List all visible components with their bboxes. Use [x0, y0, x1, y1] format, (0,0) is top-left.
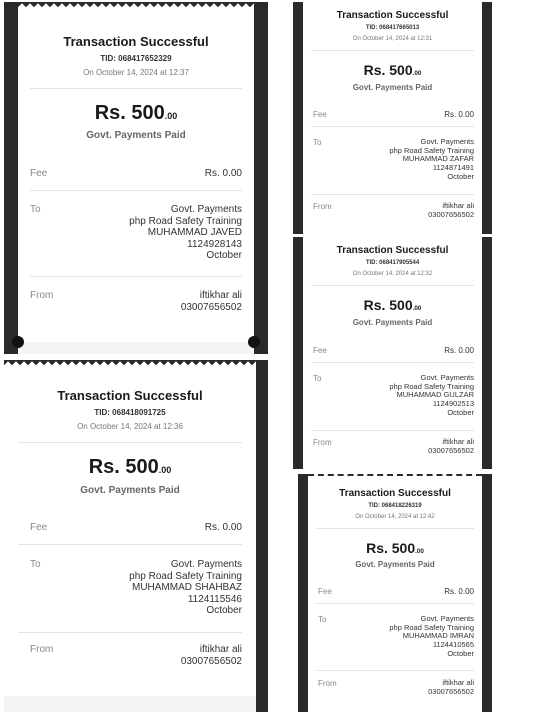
from-label: From: [313, 202, 332, 211]
to-line: MUHAMMAD IMRAN: [402, 631, 474, 641]
fee-label: Fee: [30, 168, 48, 179]
transaction-date: On October 14, 2024 at 12:31: [352, 36, 433, 42]
to-details: [389, 138, 474, 181]
to-line: php Road Safety Training: [389, 622, 474, 632]
to-label: To: [313, 138, 322, 147]
fee-value: Rs. 0.00: [204, 168, 242, 179]
divider: [316, 528, 474, 529]
to-line: php Road Safety Training: [129, 215, 242, 227]
receipt-card: [298, 474, 492, 712]
from-line: 03007656502: [180, 301, 242, 313]
fee-value: Rs. 0.00: [444, 587, 474, 596]
amount-cents: .00: [164, 111, 178, 121]
amount-main: Rs. 500: [88, 456, 159, 478]
fee-value: Rs. 0.00: [444, 110, 474, 119]
amount-main: Rs. 500: [363, 62, 413, 78]
to-line: October: [206, 250, 242, 261]
divider: [18, 632, 242, 633]
receipt-card: [4, 2, 268, 354]
to-line: MUHAMMAD GULZAR: [396, 390, 474, 400]
from-details: [428, 679, 474, 696]
transaction-id: TID: 068418091725: [94, 408, 166, 417]
from-label: From: [30, 290, 54, 301]
to-line: MUHAMMAD ZAFAR: [402, 154, 474, 164]
to-label: To: [313, 374, 322, 383]
amount: [18, 102, 254, 125]
to-line: Govt. Payments: [170, 559, 242, 570]
to-line: October: [447, 407, 474, 417]
receipt-edge: [308, 474, 482, 476]
from-label: From: [313, 438, 332, 447]
from-label: From: [318, 679, 337, 688]
divider: [311, 430, 474, 431]
from-line: iftikhar ali: [199, 290, 242, 301]
to-line: MUHAMMAD SHAHBAZ: [131, 582, 242, 593]
divider: [311, 194, 474, 195]
amount: [4, 456, 256, 479]
divider: [311, 285, 474, 286]
punch-hole: [248, 336, 260, 348]
transaction-id: TID: 068417905544: [365, 260, 420, 266]
transaction-date: On October 14, 2024 at 12:42: [355, 514, 435, 520]
to-details: [129, 559, 242, 617]
divider: [30, 88, 242, 89]
from-line: 03007656502: [180, 655, 242, 667]
receipt-card: [293, 2, 492, 234]
from-details: [428, 202, 474, 219]
divider: [30, 190, 242, 191]
fee-label: Fee: [313, 346, 327, 355]
amount: [308, 540, 482, 556]
to-label: To: [30, 559, 41, 570]
from-line: iftikhar ali: [442, 201, 474, 210]
payment-subtitle: Govt. Payments Paid: [86, 130, 186, 141]
receipt-paper: [303, 237, 482, 469]
to-line: php Road Safety Training: [389, 145, 474, 155]
to-line: October: [447, 648, 474, 658]
to-line: MUHAMMAD JAVED: [147, 227, 242, 238]
to-line: php Road Safety Training: [389, 381, 474, 391]
from-line: iftikhar ali: [442, 678, 474, 687]
receipt-edge: [18, 2, 254, 8]
to-line: 1124871491: [432, 162, 474, 172]
amount-main: Rs. 500: [363, 297, 413, 313]
from-line: 03007656502: [428, 209, 474, 219]
fee-label: Fee: [318, 587, 332, 596]
payment-subtitle: Govt. Payments Paid: [355, 560, 435, 569]
to-details: [389, 615, 474, 658]
from-label: From: [30, 644, 54, 655]
divider: [30, 276, 242, 277]
amount-cents: .00: [158, 465, 172, 475]
divider: [311, 362, 474, 363]
to-line: October: [206, 605, 242, 616]
payment-subtitle: Govt. Payments Paid: [352, 83, 433, 92]
receipt-paper: [18, 2, 254, 354]
punch-hole: [12, 336, 24, 348]
receipt-paper: [303, 2, 482, 234]
receipt-title: Transaction Successful: [339, 488, 451, 499]
divider: [316, 603, 474, 604]
divider: [18, 544, 242, 545]
fee-value: Rs. 0.00: [204, 522, 242, 533]
divider: [311, 50, 474, 51]
to-details: [129, 204, 242, 262]
to-line: 1124410565: [432, 639, 474, 649]
to-line: Govt. Payments: [170, 204, 242, 215]
to-label: To: [30, 204, 41, 215]
to-details: [389, 374, 474, 417]
payment-subtitle: Govt. Payments Paid: [80, 485, 180, 496]
from-details: [428, 438, 474, 455]
transaction-date: On October 14, 2024 at 12:37: [83, 68, 189, 77]
to-line: Govt. Payments: [420, 137, 474, 146]
from-details: [181, 290, 242, 313]
fee-label: Fee: [30, 522, 48, 533]
from-line: 03007656502: [428, 686, 474, 696]
to-line: php Road Safety Training: [129, 570, 242, 582]
fee-label: Fee: [313, 110, 327, 119]
to-line: October: [447, 171, 474, 181]
receipt-title: Transaction Successful: [336, 245, 449, 256]
receipt-title: Transaction Successful: [57, 388, 203, 403]
to-line: 1124115546: [187, 593, 242, 605]
transaction-id: TID: 068418226319: [368, 503, 422, 509]
to-line: 1124902513: [432, 398, 474, 408]
amount-main: Rs. 500: [366, 540, 416, 556]
from-line: iftikhar ali: [199, 644, 242, 655]
amount-cents: .00: [412, 305, 422, 312]
receipt-footer: [18, 342, 254, 354]
receipt-edge: [4, 360, 256, 366]
transaction-id: TID: 068417665013: [365, 25, 420, 31]
to-label: To: [318, 615, 327, 624]
receipt-paper: [4, 360, 256, 712]
to-line: Govt. Payments: [420, 614, 474, 623]
receipt-title: Transaction Successful: [63, 34, 209, 49]
amount-cents: .00: [412, 70, 422, 77]
from-line: 03007656502: [428, 445, 474, 455]
to-line: 1124928143: [187, 238, 242, 250]
divider: [316, 670, 474, 671]
amount: [303, 62, 482, 78]
divider: [18, 442, 242, 443]
amount-main: Rs. 500: [94, 102, 165, 124]
receipt-footer: [4, 696, 256, 712]
transaction-date: On October 14, 2024 at 12:36: [77, 422, 183, 431]
receipt-card: [4, 360, 268, 712]
from-line: iftikhar ali: [442, 437, 474, 446]
receipt-card: [293, 237, 492, 469]
fee-value: Rs. 0.00: [444, 346, 474, 355]
amount: [303, 297, 482, 313]
from-details: [181, 644, 242, 667]
transaction-id: TID: 068417652329: [100, 54, 172, 63]
transaction-date: On October 14, 2024 at 12:32: [352, 271, 433, 277]
amount-cents: .00: [415, 548, 424, 555]
to-line: Govt. Payments: [420, 373, 474, 382]
receipt-title: Transaction Successful: [336, 10, 449, 21]
payment-subtitle: Govt. Payments Paid: [352, 318, 433, 327]
receipt-paper: [308, 474, 482, 712]
divider: [311, 126, 474, 127]
